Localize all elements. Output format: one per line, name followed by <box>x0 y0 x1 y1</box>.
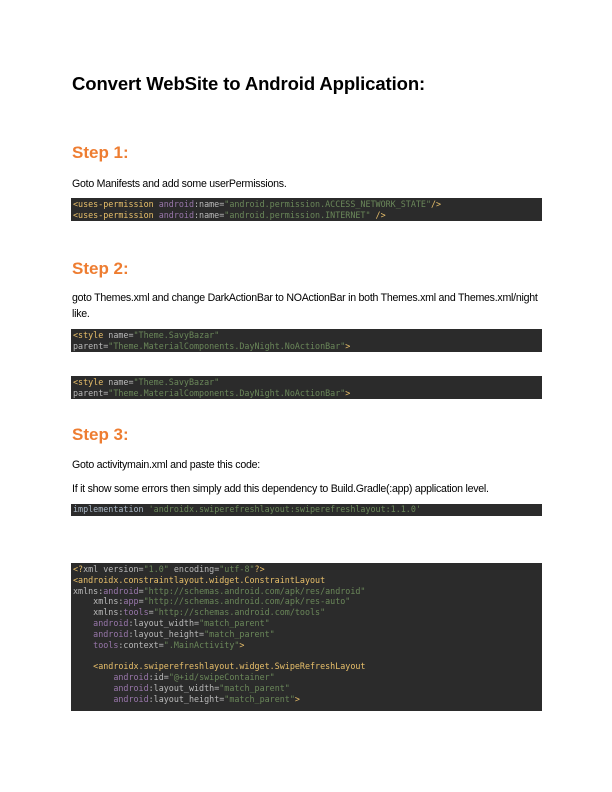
code-line <box>73 618 540 629</box>
code-line <box>73 586 540 597</box>
code-token: > <box>294 693 300 704</box>
code-line <box>73 377 540 388</box>
code-line <box>73 210 540 221</box>
code-token <box>73 683 113 693</box>
code-token: ?> <box>254 564 265 574</box>
code-token: "android.permission.ACCESS_NETWORK_STATE" <box>224 199 432 209</box>
code-token: xmlns: <box>73 585 104 596</box>
page-title: Convert WebSite to Android Application: <box>72 73 426 94</box>
step-3-dependency-note: If it show some errors then simply add this dependency to Build.Gradle(:app) application level. <box>72 483 489 495</box>
step-2-instruction: goto Themes.xml and change DarkActionBar to NOActionBar in both Themes.xml and Themes.xml/night like. <box>72 292 538 320</box>
code-token <box>73 640 93 650</box>
code-token: parent= <box>73 387 109 398</box>
code-token: name= <box>108 330 134 340</box>
code-token: = <box>138 596 144 607</box>
code-token: = <box>138 585 144 596</box>
code-line <box>73 564 540 575</box>
step-3-instruction: Goto activitymain.xml and paste this code: <box>72 459 260 471</box>
code-line <box>73 388 540 399</box>
code-block-theme-day <box>71 329 542 352</box>
code-block-dependency <box>71 504 542 516</box>
code-token: "http://schemas.android.com/apk/res/android" <box>143 585 366 596</box>
code-token: :name= <box>194 209 225 220</box>
code-token: "match_parent" <box>224 693 295 704</box>
code-token: :name= <box>194 199 225 209</box>
code-token: ".MainActivity" <box>163 639 240 650</box>
code-token: <style <box>73 330 109 340</box>
code-token: <uses-permission <box>73 199 159 209</box>
code-token: "Theme.MaterialComponents.DayNight.NoActionBar" <box>108 340 346 351</box>
code-token <box>73 672 113 682</box>
code-block-activity-main <box>71 563 542 711</box>
step-2-heading: Step 2: <box>72 259 129 278</box>
code-block-theme-night <box>71 376 542 399</box>
code-token: name= <box>108 377 134 387</box>
code-token: xmlns: <box>73 607 124 618</box>
code-token: "Theme.MaterialComponents.DayNight.NoActionBar" <box>108 387 346 398</box>
code-token: android <box>113 671 149 682</box>
code-token: <style <box>73 377 109 387</box>
code-token: xmlns: <box>73 596 124 607</box>
code-token: /> <box>370 209 386 220</box>
code-block-permissions <box>71 198 542 221</box>
code-token: > <box>345 387 351 398</box>
code-line <box>73 672 540 683</box>
code-token: = <box>148 607 154 618</box>
code-token: :layout_width= <box>148 682 220 693</box>
code-token: :id= <box>148 671 169 682</box>
code-line <box>73 650 540 661</box>
code-line <box>73 661 540 672</box>
code-line <box>73 694 540 705</box>
step-1-instruction: Goto Manifests and add some userPermissions. <box>72 178 287 190</box>
code-token: android <box>113 693 149 704</box>
code-line <box>73 504 540 515</box>
code-token: :layout_height= <box>128 628 205 639</box>
code-line <box>73 575 540 586</box>
code-token: implementation <box>73 504 149 514</box>
code-token: xml version= <box>83 564 144 574</box>
code-token: "Theme.SavyBazar" <box>133 377 220 387</box>
code-token: <? <box>73 564 84 574</box>
code-token: <androidx.constraintlayout.widget.ConstraintLayout <box>73 574 326 585</box>
code-token: "http://schemas.android.com/apk/res-auto" <box>143 596 351 607</box>
code-token: :layout_height= <box>148 693 225 704</box>
code-token: <uses-permission <box>73 209 159 220</box>
code-line <box>73 596 540 607</box>
code-token: android <box>93 617 129 628</box>
code-token: /> <box>431 199 442 209</box>
code-line <box>73 199 540 210</box>
code-token: :context= <box>118 639 164 650</box>
code-token: "match_parent" <box>204 628 275 639</box>
code-token: > <box>239 639 245 650</box>
code-line <box>73 341 540 352</box>
code-token: tools <box>123 607 149 618</box>
code-line <box>73 640 540 651</box>
code-line <box>73 330 540 341</box>
code-token <box>73 694 113 704</box>
step-1-heading: Step 1: <box>72 143 129 162</box>
code-line <box>73 629 540 640</box>
code-token: "http://schemas.android.com/tools" <box>153 607 326 618</box>
code-token: "1.0" <box>143 564 169 574</box>
code-token: "Theme.SavyBazar" <box>133 330 220 340</box>
code-line <box>73 607 540 618</box>
code-token: android <box>103 585 139 596</box>
step-3-heading: Step 3: <box>72 425 129 444</box>
code-token: encoding= <box>168 564 220 574</box>
code-token: android <box>93 628 129 639</box>
code-token: 'androidx.swiperefreshlayout:swiperefreshlayout:1.1.0' <box>148 504 421 514</box>
code-token <box>73 629 93 639</box>
code-token: "utf-8" <box>219 564 255 574</box>
code-token: "match_parent" <box>199 617 270 628</box>
code-token: android <box>158 209 195 220</box>
code-token: "match_parent" <box>219 682 290 693</box>
code-token: :layout_width= <box>128 617 200 628</box>
code-token: > <box>345 340 351 351</box>
code-token: "@+id/swipeContainer" <box>168 671 275 682</box>
code-token: "android.permission.INTERNET" <box>224 209 371 220</box>
code-token: <androidx.swiperefreshlayout.widget.SwipeRefreshLayout <box>73 661 366 672</box>
code-token <box>73 618 93 628</box>
code-token: app <box>123 596 139 607</box>
code-line <box>73 683 540 694</box>
code-token: parent= <box>73 340 109 351</box>
code-token: android <box>158 199 195 209</box>
code-token: tools <box>93 639 119 650</box>
code-token: android <box>113 682 149 693</box>
